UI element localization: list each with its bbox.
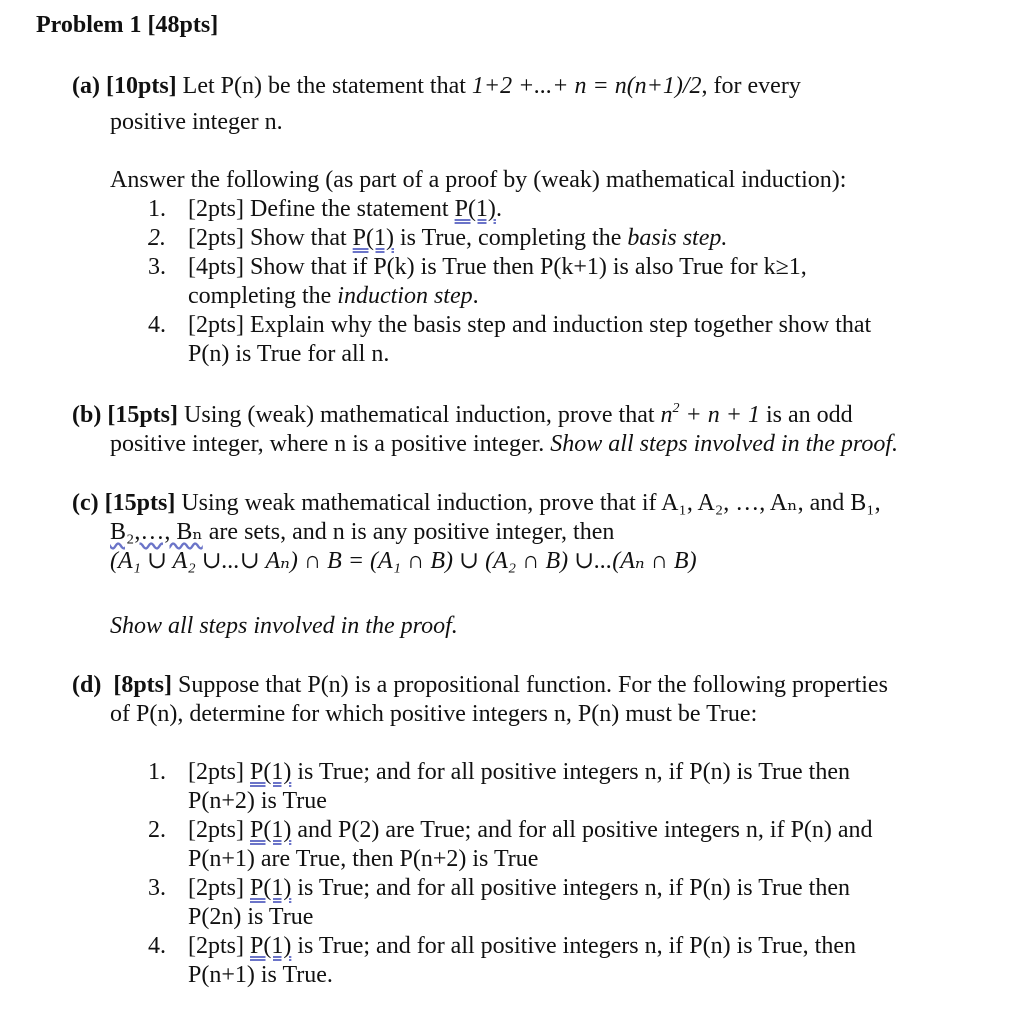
- part-c-label: (c): [72, 490, 99, 516]
- part-d-item-3-cont: P(2n) is True: [188, 904, 314, 930]
- part-a-item-2: 2. [2pts] Show that P(1) is True, completing the basis step.: [148, 225, 728, 251]
- part-a-item-1: 1. [2pts] Define the statement P(1).: [148, 196, 502, 222]
- part-d-item-2: 2. [2pts] P(1) and P(2) are True; and for all positive integers n, if P(n) and: [148, 817, 873, 843]
- part-a-points: [10pts]: [105, 73, 177, 99]
- part-d-item-1-cont: P(n+2) is True: [188, 788, 327, 814]
- part-a-formula: 1+2 +...+ n = n(n+1)/2: [471, 73, 702, 99]
- part-a-line-1: (a) [10pts] Let P(n) be the statement that 1+2 +...+ n = n(n+1)/2, for every: [72, 73, 801, 99]
- part-d-line-1: (d) [8pts] Suppose that P(n) is a propositional function. For the following properties: [72, 672, 888, 698]
- problem-title: Problem 1 [48pts]: [36, 12, 219, 38]
- part-d-line-2: of P(n), determine for which positive integers n, P(n) must be True:: [110, 701, 758, 727]
- part-a-item-3-cont: completing the induction step.: [188, 283, 479, 309]
- part-b-label: (b): [72, 402, 102, 428]
- part-c-points: [15pts]: [104, 490, 176, 516]
- part-a-intro: Answer the following (as part of a proof by (weak) mathematical induction):: [110, 167, 847, 193]
- part-d-item-3: 3. [2pts] P(1) is True; and for all positive integers n, if P(n) is True then: [148, 875, 850, 901]
- part-a-label: (a): [72, 73, 100, 99]
- part-a-line-2: positive integer n.: [110, 109, 283, 135]
- part-d-label: (d): [72, 672, 102, 698]
- part-a-item-3: 3. [4pts] Show that if P(k) is True then P(k+1) is also True for k≥1,: [148, 254, 807, 280]
- part-b-points: [15pts]: [107, 402, 179, 428]
- part-c-line-1: (c) [15pts] Using weak mathematical induction, prove that if A₁, A₂, …, Aₙ, and B₁,: [72, 490, 881, 516]
- part-b-line-1: (b) [15pts] Using (weak) mathematical induction, prove that $n^2 + n + 1$ is an odd: [72, 401, 853, 428]
- part-b-formula: $n^2 + n + 1$: [660, 401, 760, 428]
- part-d-item-4: 4. [2pts] P(1) is True; and for all positive integers n, if P(n) is True, then: [148, 933, 856, 959]
- part-a-item-4-cont: P(n) is True for all n.: [188, 341, 390, 367]
- part-a-item-4: 4. [2pts] Explain why the basis step and induction step together show that: [148, 312, 872, 338]
- part-d-item-4-cont: P(n+1) is True.: [188, 962, 333, 988]
- part-d-item-1: 1. [2pts] P(1) is True; and for all positive integers n, if P(n) is True then: [148, 759, 850, 785]
- part-b-line-2: positive integer, where n is a positive integer. Show all steps involved in the proof.: [110, 431, 899, 457]
- part-c-formula: (A₁ ∪ A₂ ∪...∪ Aₙ) ∩ B = (A₁ ∩ B) ∪ (A₂ ∩ B) ∪...(Aₙ ∩ B): [110, 548, 697, 574]
- part-d-item-2-cont: P(n+1) are True, then P(n+2) is True: [188, 846, 539, 872]
- part-c-note: Show all steps involved in the proof.: [110, 613, 458, 639]
- part-c-line-2: B₂,…, Bₙ are sets, and n is any positive integer, then: [110, 519, 615, 545]
- part-d-points: [8pts]: [113, 672, 173, 698]
